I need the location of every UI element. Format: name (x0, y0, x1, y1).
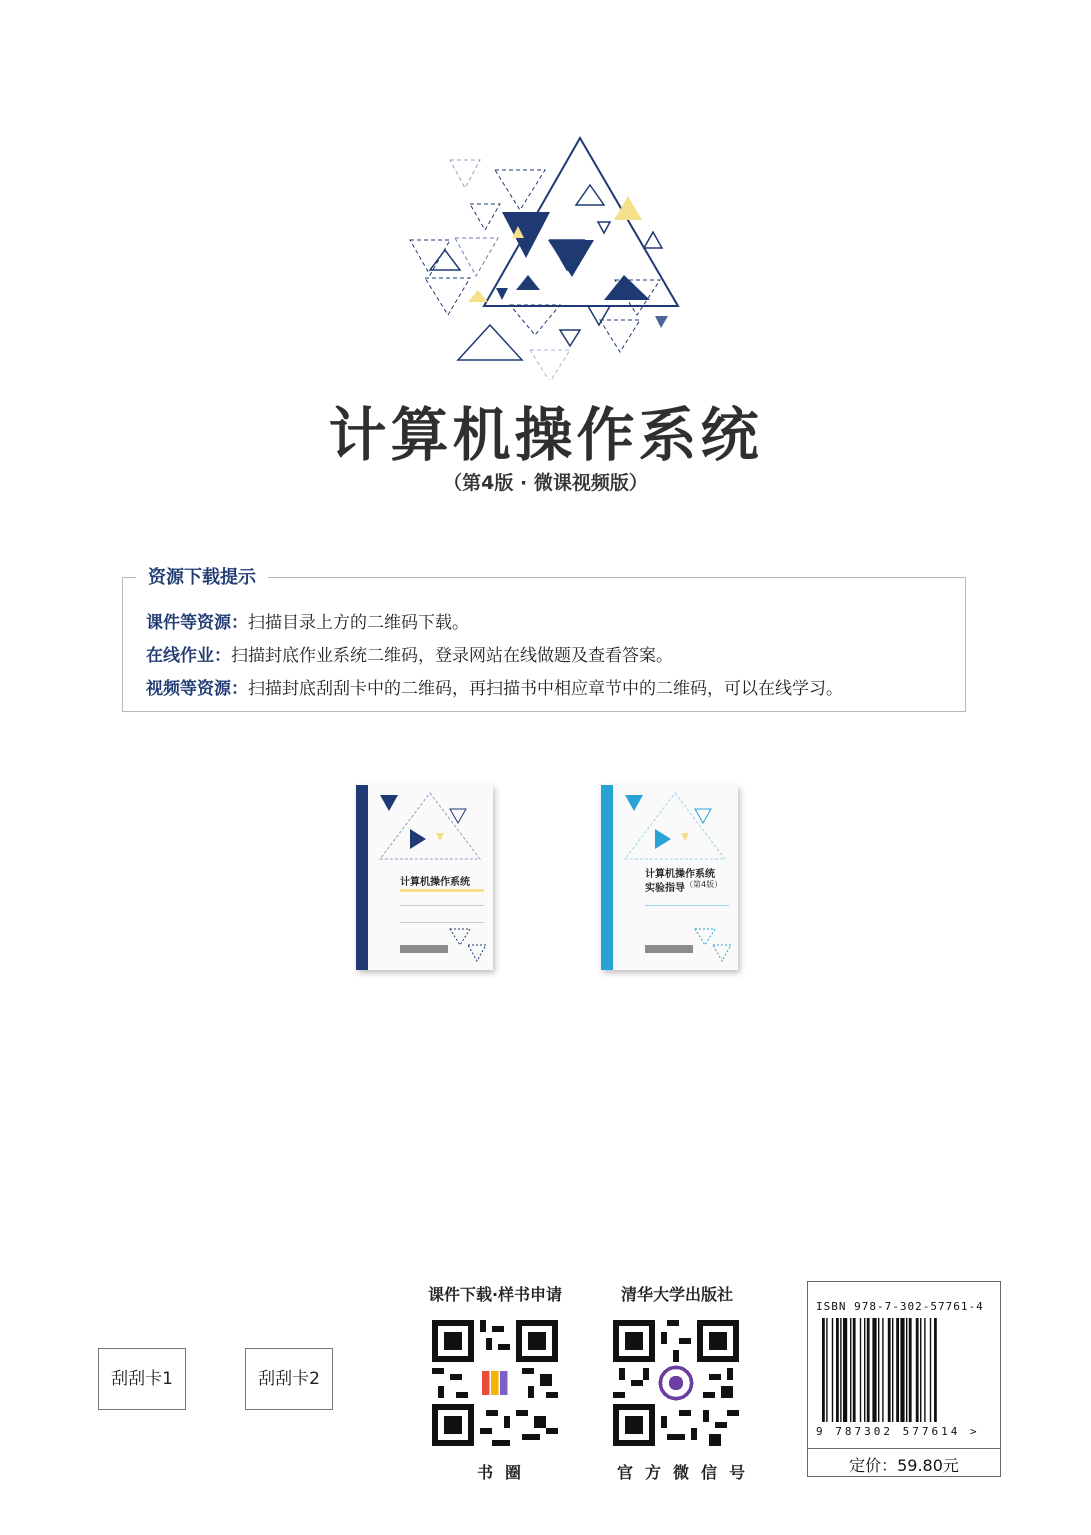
book-spine (356, 785, 368, 970)
book-cover-thumbnail-textbook (356, 785, 493, 970)
barcode-bar (850, 1318, 851, 1422)
book-thumbnail-title: 计算机操作系统 (400, 877, 470, 888)
book-spine (601, 785, 613, 970)
book-cover-triangles (691, 925, 735, 965)
barcode-bar (900, 1318, 904, 1422)
barcode-bar (930, 1318, 931, 1422)
book-title: 计算机操作系统 (328, 401, 763, 469)
resource-text: 扫描目录上方的二维码下载。 (248, 613, 469, 633)
barcode-bar (836, 1318, 839, 1422)
isbn-text: ISBN 978-7-302-57761-4 (816, 1300, 984, 1313)
resource-line-video (146, 674, 843, 699)
book-thumbnail-title: 计算机操作系统 (645, 869, 715, 880)
qr-caption-courseware: 课件下载·样书申请 (427, 1285, 563, 1304)
barcode-bar (920, 1318, 921, 1422)
book-cover-triangles (615, 789, 735, 869)
barcode-bar (892, 1318, 893, 1422)
book-info-strip (645, 905, 729, 916)
barcode-bar (916, 1318, 919, 1422)
barcode-bar (909, 1318, 912, 1422)
qr-label-official-wechat: 官方微信号 (616, 1463, 757, 1482)
resource-text: 扫描封底刮刮卡中的二维码，再扫描书中相应章节中的二维码，可以在线学习。 (248, 679, 843, 699)
publisher-logo (645, 945, 693, 953)
qr-code-icon (432, 1320, 558, 1446)
resource-text: 扫描封底作业系统二维码，登录网站在线做题及查看答案。 (231, 646, 673, 666)
triangle-illustration (400, 130, 700, 380)
price (808, 1448, 1000, 1476)
barcode-bar (826, 1318, 827, 1422)
book-cover-triangles (446, 925, 490, 965)
barcode-bar (822, 1318, 825, 1422)
price-label: 定价： (849, 1456, 898, 1475)
book-thumbnail-edition: （第4版） (685, 880, 723, 889)
barcode-bar (878, 1318, 879, 1422)
barcode-bar (872, 1318, 876, 1422)
barcode-bar (860, 1318, 861, 1422)
resource-notice-heading: 资源下载提示 (136, 563, 268, 589)
barcode-bars (822, 1318, 992, 1422)
resource-label: 在线作业： (146, 646, 231, 666)
price-value: 59.80元 (897, 1456, 959, 1475)
scratch-card-2: 刮刮卡2 (245, 1348, 333, 1410)
barcode-bar (924, 1318, 925, 1422)
book-cover-thumbnail-lab-guide (601, 785, 738, 970)
book-info-strip (400, 905, 484, 923)
ean-digits: 9 787302 577614 > (816, 1425, 980, 1438)
publisher-logo (400, 945, 448, 953)
barcode-bar (934, 1318, 937, 1422)
barcode-bar (867, 1318, 870, 1422)
barcode-bar (832, 1318, 833, 1422)
qr-label-shuquan: 书圈 (476, 1463, 533, 1482)
barcode-bar (896, 1318, 899, 1422)
resource-line-courseware (146, 608, 469, 633)
resource-line-homework (146, 641, 673, 666)
barcode-bar (840, 1318, 841, 1422)
scratch-card-1: 刮刮卡1 (98, 1348, 186, 1410)
barcode-bar (864, 1318, 865, 1422)
barcode-bar (906, 1318, 907, 1422)
book-cover-triangles (370, 789, 490, 869)
qr-caption-publisher: 清华大学出版社 (620, 1285, 733, 1304)
barcode-bar (888, 1318, 891, 1422)
book-divider (400, 889, 484, 892)
barcode-bar (843, 1318, 847, 1422)
barcode-bar (882, 1318, 883, 1422)
qr-code-icon (613, 1320, 739, 1446)
book-subtitle: （第4版 · 微课视频版） (443, 472, 648, 494)
resource-label: 视频等资源： (146, 679, 248, 699)
barcode-bar (853, 1318, 856, 1422)
resource-label: 课件等资源： (146, 613, 248, 633)
book-thumbnail-title-line2: 实验指导 (645, 883, 685, 894)
